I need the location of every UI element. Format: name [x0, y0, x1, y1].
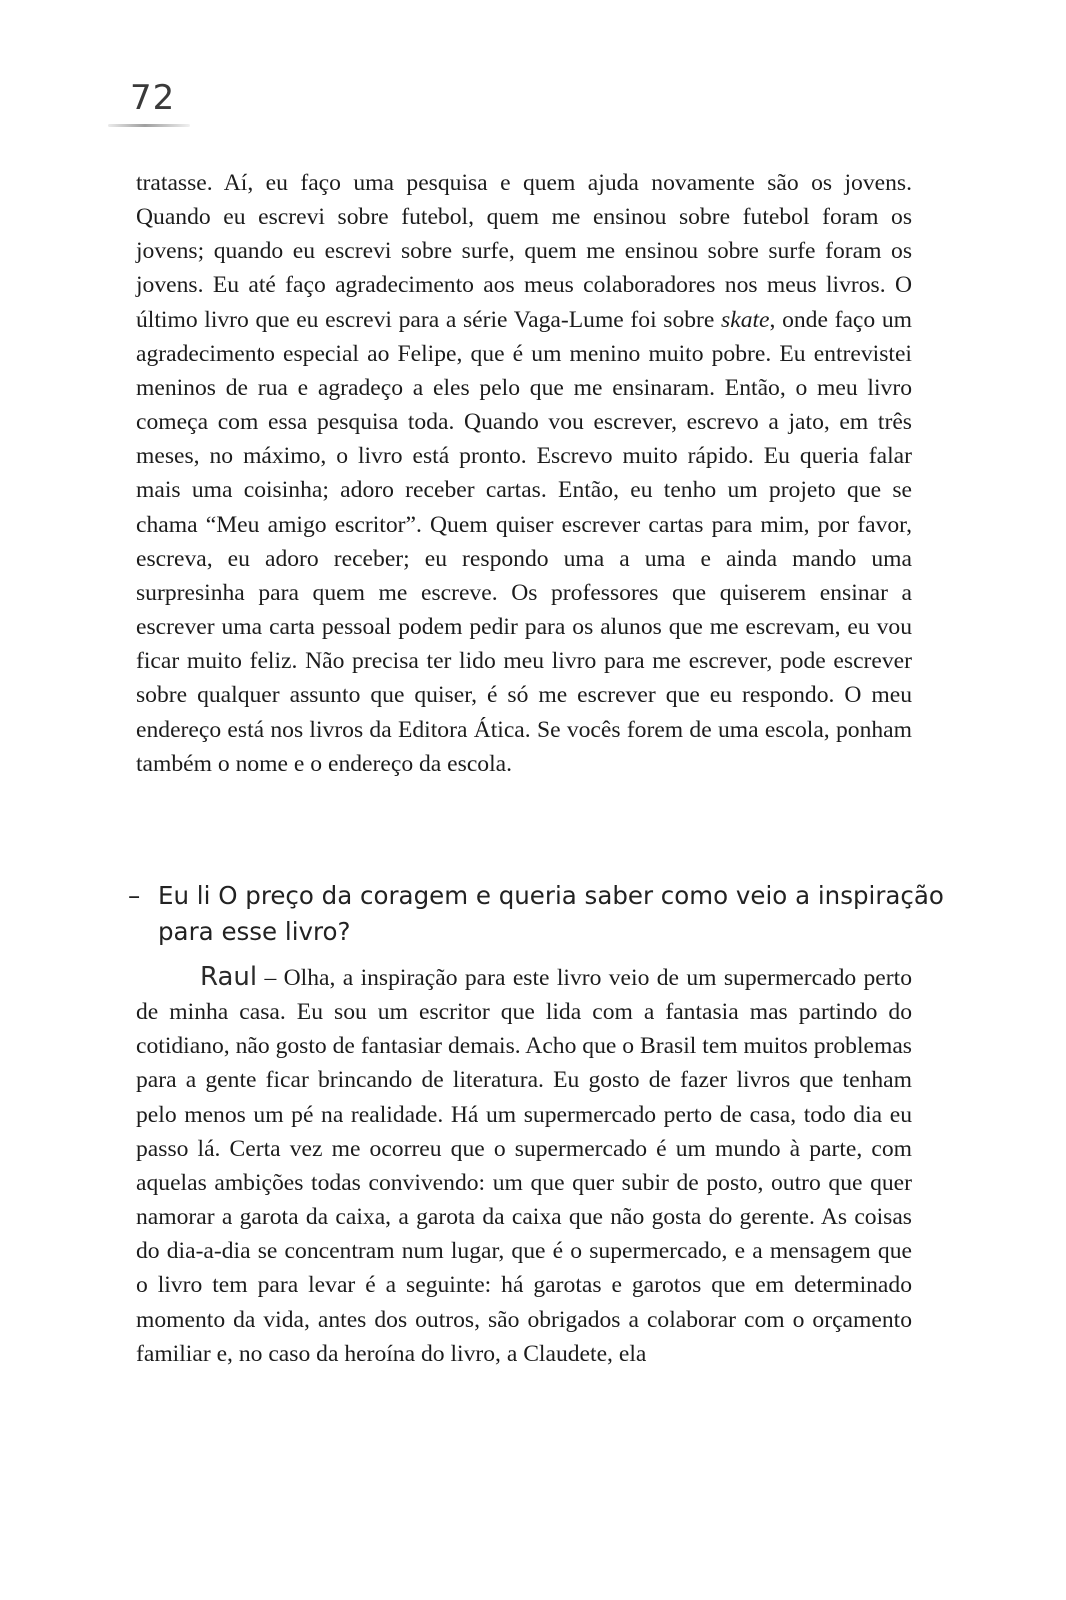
question — [128, 878, 948, 950]
answer-text: – Olha, a inspiração para este livro veio de um supermercado perto de minha casa. Eu sou um escritor que lida com a fantasia mas partindo do cotidiano, não gosto de fantasiar demais. Acho que o Brasil tem muitos problemas para a gente ficar brincando de literatura. Eu gosto de fazer livros que tenham pelo menos um pé na realidade. Há um supermercado perto de casa, todo dia eu passo lá. Certa vez me ocorreu que o supermercado é um mundo à parte, com aquelas ambições todas convivendo: um que quer subir de posto, outro que quer namorar a garota da caixa, a garota da caixa que não gosta do gerente. As coisas do dia-a-dia se concentram num lugar, que é o supermercado, e a mensagem que o livro tem para levar é a seguinte: há garotas e garotos que em determinado momento da vida, antes dos outros, são obrigados a colaborar com o orçamento familiar e, no caso da heroína do livro, a Claudete, ela — [136, 965, 912, 1367]
page-number: 72 — [130, 78, 176, 118]
question-dash: – — [128, 881, 141, 910]
paragraph-1-text-start: tratasse. Aí, eu faço uma pesquisa e quem ajuda novamente são os jovens. Quando eu escrevi sobre futebol, quem me ensinou sobre futebol foram os jovens; quando eu escrevi sobre surfe, quem me ensinou sobre surfe foram os jovens. Eu até faço agradecimento aos meus colaboradores nos meus livros. O último livro que eu escrevi para a série Vaga-Lume foi sobre — [136, 170, 912, 333]
answer-paragraph — [136, 960, 912, 1371]
paragraph-1-text-end: , onde faço um agradecimento especial ao Felipe, que é um menino muito pobre. Eu entrevistei meninos de rua e agradeço a eles pelo que me ensinaram. Então, o meu livro começa com essa pesquisa toda. Quando vou escrever, escrevo a jato, em três meses, no máximo, o livro está pronto. Escrevo muito rápido. Eu queria falar mais uma coisinha; adoro receber cartas. Então, eu tenho um projeto que se chama “Meu amigo escritor”. Quem quiser escrever cartas para mim, por favor, escreva, eu adoro receber; eu respondo uma a uma e ainda mando uma surpresinha para quem me escreve. Os professores que quiserem ensinar a escrever uma carta pessoal podem pedir para os alunos que me escrevam, eu vou ficar muito feliz. Não precisa ter lido meu livro para me escrever, pode escrever sobre qualquer assunto que quiser, é só me escrever que eu respondo. O meu endereço está nos livros da Editora Ática. Se vocês forem de uma escola, ponham também o nome e o endereço da escola. — [136, 306, 912, 777]
paragraph-1 — [136, 166, 912, 781]
question-text: Eu li O preço da coragem e queria saber como veio a inspiração para esse livro? — [158, 881, 944, 946]
page-number-underline — [108, 124, 190, 127]
speaker-name: Raul — [200, 962, 258, 992]
paragraph-1-italic-word: skate — [721, 306, 770, 333]
